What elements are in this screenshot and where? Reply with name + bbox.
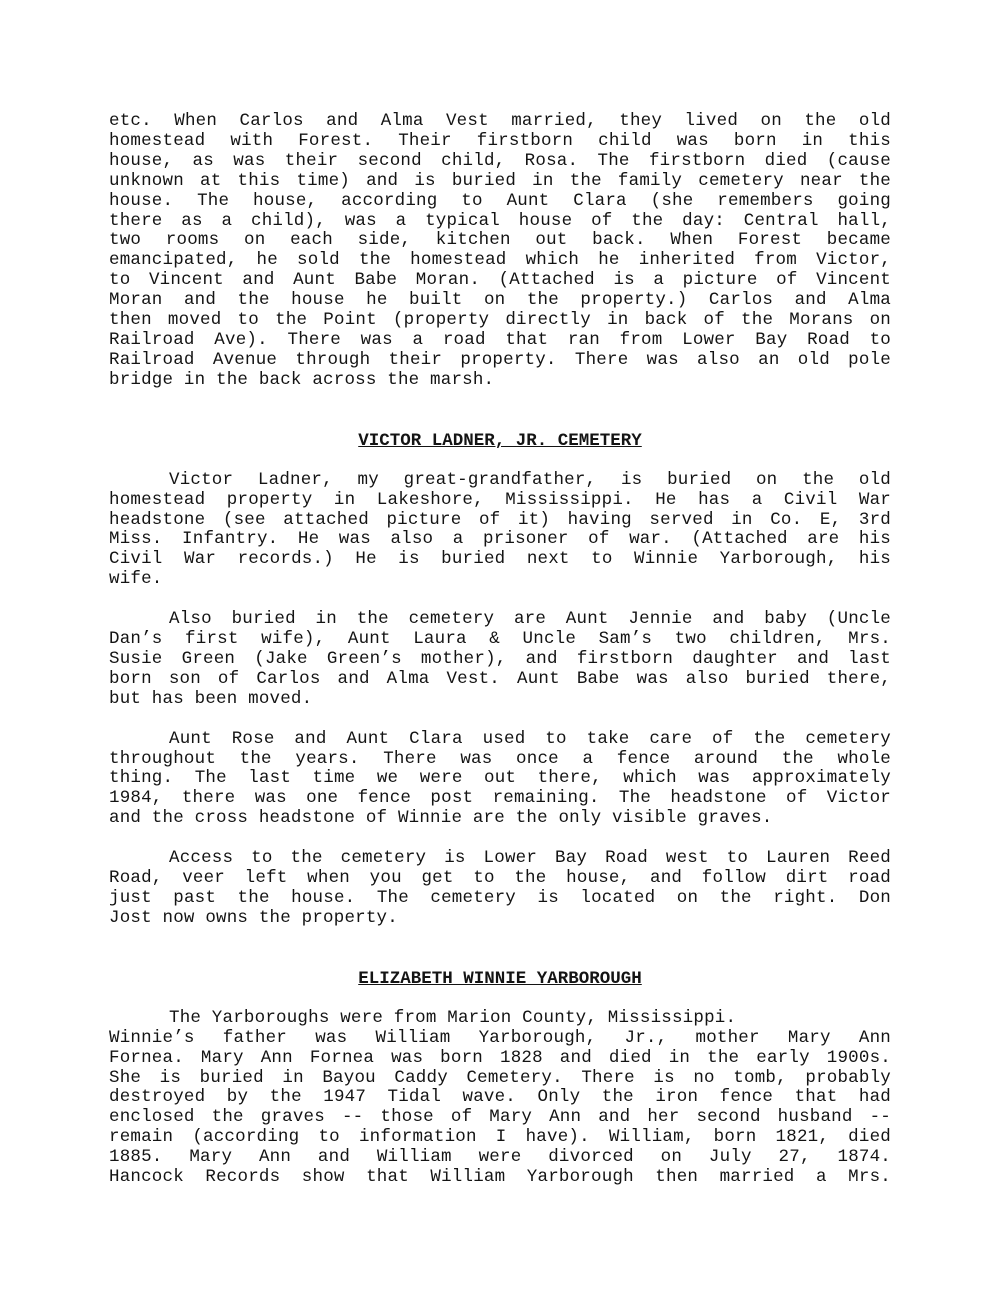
- section-heading-cemetery: VICTOR LADNER, JR. CEMETERY: [358, 430, 642, 451]
- text-line: two rooms on each side, kitchen out back. When Forest became: [109, 230, 891, 251]
- text-line: just past the house. The cemetery is located on the right. Don: [109, 888, 891, 908]
- document-page: [109, 112, 891, 1188]
- yarborough-paragraph-1: [109, 1009, 891, 1188]
- text-line: Road, veer left when you get to the house, and follow dirt road: [109, 868, 891, 889]
- section-heading-yarborough: ELIZABETH WINNIE YARBOROUGH: [358, 968, 642, 989]
- text-line: there as a child), was a typical house of the day: Central hall,: [109, 210, 891, 231]
- text-line: then moved to the Point (property directly in back of the Morans on: [109, 310, 891, 331]
- cemetery-paragraph-2: [109, 610, 891, 710]
- text-line: to Vincent and Aunt Babe Moran. (Attached is a picture of Vincent: [109, 270, 891, 291]
- text-line: 1885. Mary Ann and William were divorced on July 27, 1874.: [109, 1147, 891, 1168]
- text-line: house, as was their second child, Rosa. The firstborn died (cause: [109, 150, 891, 171]
- text-line: Dan’s first wife), Aunt Laura & Uncle Sam’s two children, Mrs.: [109, 629, 891, 650]
- text-line: Hancock Records show that William Yarborough then married a Mrs.: [109, 1167, 891, 1188]
- text-line: wife.: [109, 569, 163, 590]
- text-line: Miss. Infantry. He was also a prisoner of war. (Attached are his: [109, 529, 891, 550]
- intro-paragraph: [109, 112, 891, 391]
- text-line: Victor Ladner, my great-grandfather, is buried on the old: [169, 469, 891, 490]
- cemetery-paragraph-1: [109, 471, 891, 590]
- text-line: Susie Green (Jake Green’s mother), and firstborn daughter and last: [109, 648, 891, 669]
- text-line: homestead with Forest. Their firstborn child was born in this: [109, 130, 891, 151]
- text-line: house. The house, according to Aunt Clara (she remembers going: [109, 190, 891, 211]
- cemetery-paragraph-4: [109, 849, 891, 929]
- text-line: 1984, there was one fence post remaining. The headstone of Victor: [109, 788, 891, 809]
- text-line: Also buried in the cemetery are Aunt Jennie and baby (Uncle: [169, 609, 891, 630]
- text-line: The Yarboroughs were from Marion County, Mississippi.: [169, 1007, 737, 1028]
- text-line: emancipated, he sold the homestead which he inherited from Victor,: [109, 250, 891, 271]
- text-line: Jost now owns the property.: [109, 907, 398, 928]
- text-line: and the cross headstone of Winnie are the only visible graves.: [109, 808, 773, 829]
- cemetery-paragraph-3: [109, 730, 891, 830]
- text-line: Civil War records.) He is buried next to Winnie Yarborough, his: [109, 549, 891, 570]
- text-line: Winnie’s father was William Yarborough, Jr., mother Mary Ann: [109, 1027, 891, 1048]
- text-line: born son of Carlos and Alma Vest. Aunt Babe was also buried there,: [109, 668, 891, 689]
- text-line: throughout the years. There was once a fence around the whole: [109, 748, 891, 769]
- text-line: homestead property in Lakeshore, Mississippi. He has a Civil War: [109, 489, 891, 510]
- text-line: enclosed the graves -- those of Mary Ann and her second husband --: [109, 1107, 891, 1128]
- text-line: etc. When Carlos and Alma Vest married, they lived on the old: [109, 111, 891, 131]
- text-line: Railroad Avenue through their property. There was also an old pole: [109, 349, 891, 370]
- text-line: Access to the cemetery is Lower Bay Road west to Lauren Reed: [169, 848, 891, 869]
- text-line: Moran and the house he built on the property.) Carlos and Alma: [109, 290, 891, 311]
- text-line: bridge in the back across the marsh.: [109, 369, 495, 390]
- text-line: headstone (see attached picture of it) having served in Co. E, 3rd: [109, 509, 891, 530]
- text-line: remain (according to information I have). William, born 1821, died: [109, 1127, 891, 1148]
- text-line: Aunt Rose and Aunt Clara used to take care of the cemetery: [169, 728, 891, 749]
- text-line: Fornea. Mary Ann Fornea was born 1828 and died in the early 1900s.: [109, 1047, 891, 1068]
- text-line: unknown at this time) and is buried in the family cemetery near the: [109, 170, 891, 191]
- text-line: thing. The last time we were out there, which was approximately: [109, 768, 891, 789]
- text-line: destroyed by the 1947 Tidal wave. Only the iron fence that had: [109, 1087, 891, 1108]
- text-line: She is buried in Bayou Caddy Cemetery. There is no tomb, probably: [109, 1067, 891, 1088]
- text-line: Railroad Ave). There was a road that ran from Lower Bay Road to: [109, 329, 891, 350]
- text-line: but has been moved.: [109, 688, 313, 709]
